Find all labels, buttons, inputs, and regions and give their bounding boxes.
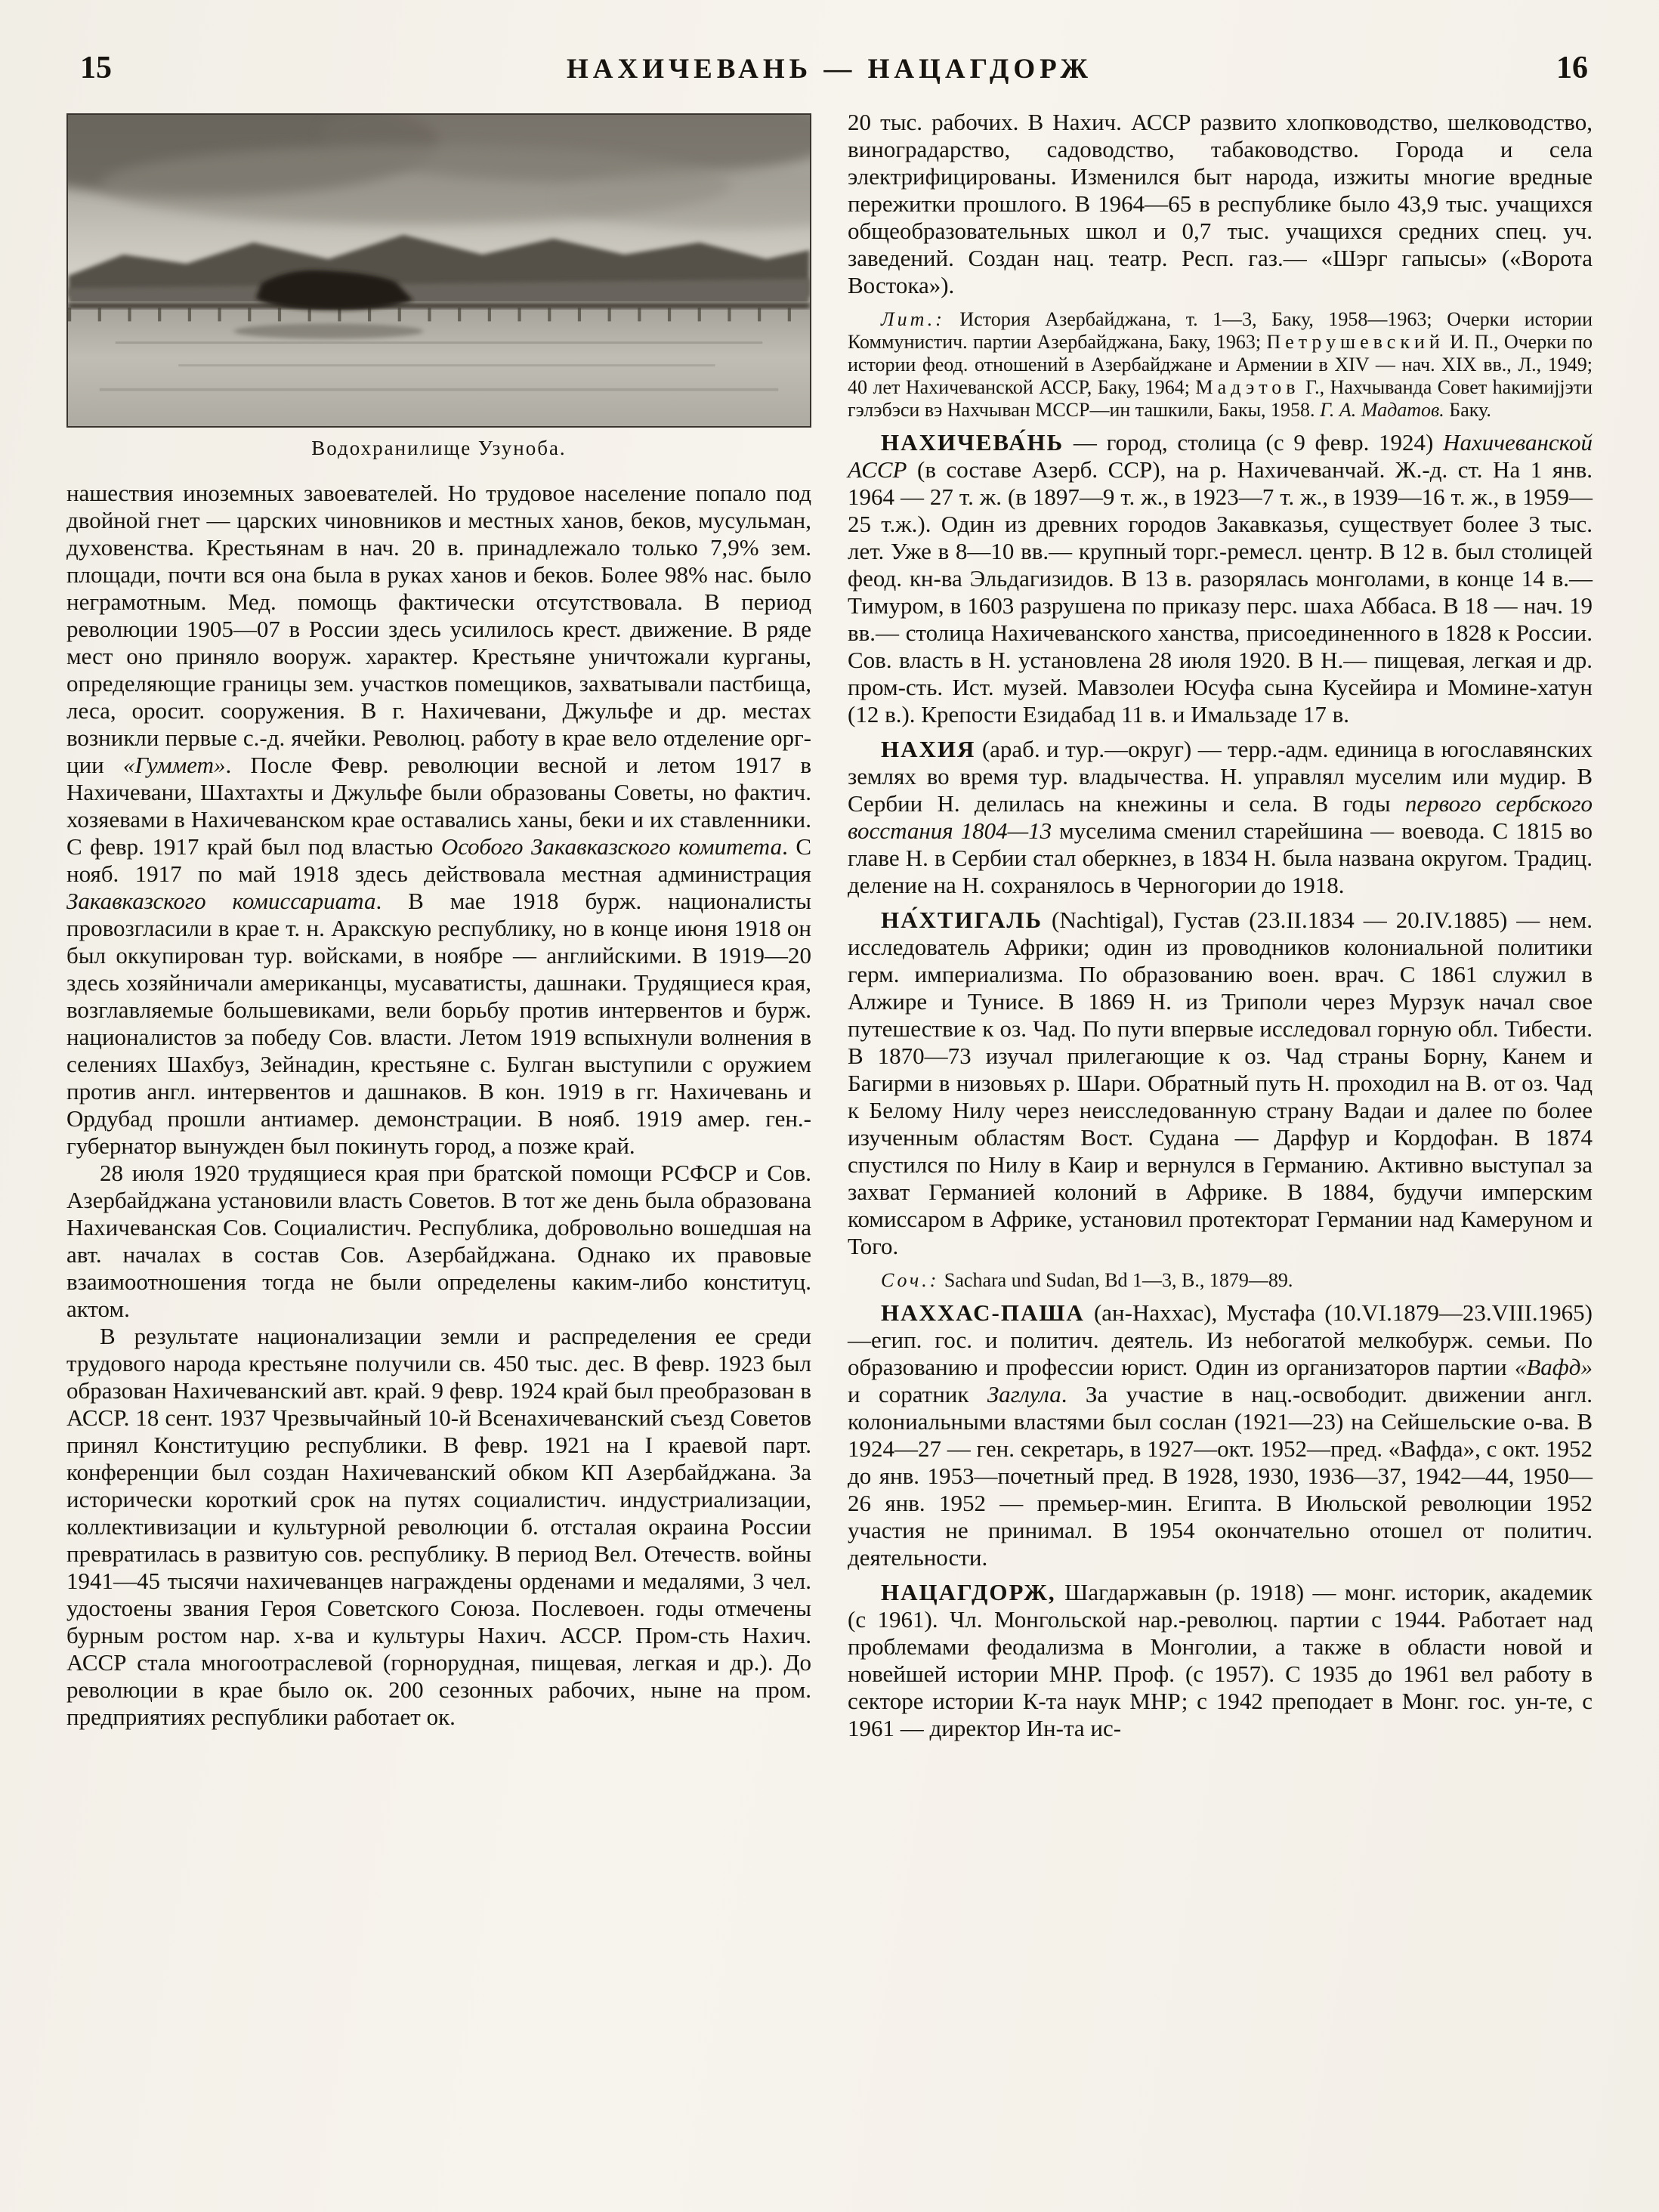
text-run: — город, столица (с 9 февр. 1924) [1064, 429, 1444, 456]
text-run: Нахичеванской АССР [848, 429, 1593, 483]
text-run: В результате национализации земли и распределения ее среди трудового народа крестьяне получили св. 450 тыс. дес. В февр. 1923 был образован Нахичеванский авт. край. 9 февр. 1924 край был преобразован в АССР. 18 сент. 1937 Чрезвычайный 10-й Всенахичеванский съезд Советов принял Конституцию республики. В февр. 1921 на I краевой парт. конференции был создан Нахичеванский обком КП Азербайджана. За исторически короткий срок на путях социалистич. индустриализации, коллективизации и культурной революции б. отсталая окраина России превратилась в развитую сов. республику. В период Вел. Отечеств. войны 1941—45 тысячи нахичеванцев награждены орденами и медалями, 3 чел. удостоены звания Героя Советского Союза. Послевоен. годы отмечены бурным ростом нар. х-ва и культуры Нахич. АССР. Пром-сть Нахич. АССР стала многоотраслевой (горнорудная, пищевая, легкая и др.). До революции в крае было ок. 200 сезонных рабочих, ныне на пром. предприятиях республики работает ок. [66, 1323, 811, 1730]
text-run: И. П., Очерки по истории феод. отношений в Азербайджане и Армении в XIV — нач. XIX вв., Л., 1949; 40 лет Нахичеванской АССР, Баку, 1964; [848, 331, 1593, 398]
text-run: Sachara und Sudan, Bd 1—3, B., 1879—89. [939, 1269, 1293, 1291]
entry-headword: НАЦАГДОРЖ, [881, 1579, 1056, 1605]
right-column-text [848, 109, 1593, 1742]
running-head [66, 42, 1593, 86]
text-run: (в составе Азерб. ССР), на р. Нахичеванчай. Ж.-д. ст. На 1 янв. 1964 — 27 т. ж. (в 1897—9 т. ж., в 1923—7 т. ж., в 1939—16 т. ж., в 1959—25 т.ж.). Один из древних городов Закавказья, существует более 3 тыс. лет. Уже в 8—10 вв.— крупный торг.-ремесл. центр. В 12 в. был столицей феод. кн-ва Эльдагизидов. В 13 в. разорялась монголами, в конце 14 в.— Тимуром, в 1603 разрушена по приказу перс. шаха Аббаса. В 18 — нач. 19 вв.— столица Нахичеванского ханства, присоединенного в 1828 к России. Сов. власть в Н. установлена 28 июля 1920. В Н.— пищевая, легкая и др. пром-сть. Ист. музей. Мавзолеи Юсуфа сына Кусейира и Момине-хатун (12 в.). Крепости Езидабад 11 в. и Имальзаде 17 в. [848, 456, 1593, 728]
text-run: Заглула [987, 1381, 1061, 1407]
running-title: НАХИЧЕВАНЬ — НАЦАГДОРЖ [566, 54, 1093, 85]
photo-figure [66, 113, 811, 460]
text-run: . В мае 1918 бурж. националисты провозгласили в крае т. н. Аракскую республику, но в конце июня 1918 он был оккупирован тур. войсками, в ноябре — английскими. В 1919—20 здесь хозяйничали американцы, мусаватисты, дашнаки. Трудящиеся края, возглавляемые большевиками, вели борьбу против интервентов и бурж. националистов за победу Сов. власти. Летом 1919 вспыхнули волнения в селениях Шахбуз, Зейнадин, крестьяне с. Булган выступили с оружием против англ. интервентов и дашнаков. В кон. 1919 в гг. Нахичевань и Ордубад прошли антиамер. демонстрации. В нояб. 1919 амер. ген.-губернатор вынужден был покинуть город, а позже край. [66, 888, 811, 1159]
entry-headword: НАХИЧЕВА́НЬ [881, 429, 1064, 456]
text-run: Мадэтов [1195, 376, 1300, 398]
literature-note [848, 308, 1593, 422]
text-run: Лит.: [881, 308, 945, 330]
reservoir-photo-illustration [68, 115, 810, 426]
entry-headword: НАХИЯ [881, 736, 976, 762]
photo-caption: Водохранилище Узуноба. [311, 437, 567, 459]
sources-note [848, 1269, 1593, 1292]
entry-headword: НА́ХТИГАЛЬ [881, 907, 1043, 933]
reservoir-photo [66, 113, 811, 428]
text-run: первого сербского восстания 1804—13 [848, 790, 1593, 844]
right-column [848, 109, 1593, 1742]
left-column [66, 109, 811, 1742]
entry-nacagdorzh [848, 1579, 1593, 1742]
text-run: . После Февр. революции весной и летом 1917 в Нахичевани, Шахтахты и Джульфе были образованы Советы, но фактич. хозяевами в Нахичеванском крае оставались ханы, беки и их ставленники. С февр. 1917 край был под властью [66, 752, 811, 860]
text-run: Особого Закавказского комитета [440, 833, 783, 860]
text-run: (араб. и тур.—округ) — терр.-адм. единица в югославянских землях во время тур. владычества. Н. управлял муселим или мудир. В Сербии Н. делилась на кнежины и села. В годы [848, 736, 1593, 817]
text-run: 20 тыс. рабочих. В Нахич. АССР развито хлопководство, шелководство, виноградарство, садоводство, табаководство. Города и села электрифицированы. Изменился быт народа, изжиты многие вредные пережитки прошлого. В 1964—65 в республике было 43,9 тыс. учащихся общеобразовательных школ и 0,7 тыс. учащихся средних спец. уч. заведений. Создан нац. театр. Респ. газ.— «Шэрг гапысы» («Ворота Востока»). [848, 109, 1593, 298]
text-run: Соч.: [881, 1269, 940, 1291]
entry-nahiya [848, 736, 1593, 899]
entry-nahhas-pasha [848, 1299, 1593, 1571]
entry-headword: НАХХАС-ПАША [881, 1299, 1085, 1326]
text-run: . За участие в нац.-освободит. движении англ. колониальными властями был сослан (1921—23) на Сейшельские о-ва. В 1924—27 — ген. секретарь, в 1927—окт. 1952—пред. «Вафда», с окт. 1952 до янв. 1953—почетный пред. В 1928, 1930, 1936—37, 1942—44, 1950—26 янв. 1952 — премьер-мин. Египта. В Июльской революции 1952 участия не принимал. В 1954 окончательно отошел от политич. деятельности. [848, 1381, 1593, 1571]
entry-nahichevan [848, 429, 1593, 728]
text-run: История Азербайджана, т. 1—3, Баку, 1958—1963; Очерки истории Коммунистич. партии Азербайджана, Баку, 1963; [848, 308, 1593, 353]
text-run: нашествия иноземных завоевателей. Но трудовое население попало под двойной гнет — царских чиновников и местных ханов, беков, мусульман, духовенства. Крестьянам в нач. 20 в. принадлежало только 7,9% зем. площади, почти вся она была в руках ханов и беков. Более 98% нас. было неграмотным. Мед. помощь фактически отсутствовала. В период революции 1905—07 в России здесь усилилось крест. движение. В ряде мест оно приняло вооруж. характер. Крестьяне уничтожали курганы, определяющие границы зем. участков помещиков, захватывали пастбища, леса, оросит. сооружения. В г. Нахичевани, Джульфе и др. местах возникли первые с.-д. ячейки. Революц. работу в крае вело отделение орг-ции [66, 480, 811, 778]
body-paragraph [66, 480, 811, 1160]
text-run: Баку. [1444, 399, 1491, 421]
text-run: Г. А. Мадатов. [1320, 399, 1444, 421]
text-run: 28 июля 1920 трудящиеся края при братской помощи РСФСР и Сов. Азербайджана установили власть Советов. В тот же день была образована Нахичеванская Сов. Социалистич. Республика, добровольно вошедшая на авт. началах в состав Сов. Азербайджана. Однако их правовые взаимоотношения тогда не были определены каким-либо конституц. актом. [66, 1160, 811, 1322]
body-paragraph [66, 1160, 811, 1323]
text-run: муселима сменил старейшина — воевода. С 1815 во главе Н. в Сербии стал оберкнез, в 1834 Н. была названа округом. Традиц. деление на Н. сохранялось в Черногории до 1918. [848, 817, 1593, 898]
text-run: Петрушевский [1266, 331, 1444, 353]
left-column-text [66, 480, 811, 1731]
text-run: (Nachtigal), Густав (23.II.1834 — 20.IV.1885) — нем. исследователь Африки; один из проводников колониальной политики герм. империализма. По образованию воен. врач. С 1861 служил в Алжире и Тунисе. В 1869 Н. из Триполи через Мурзук начал свое путешествие к оз. Чад. По пути впервые исследовал горную обл. Тибести. В 1870—73 изучал прилегающие к оз. Чад страны Борну, Канем и Багирми в низовьях р. Шари. Обратный путь Н. проходил на В. от оз. Чад к Белому Нилу через неисследованную страну Вадаи и далее по более изученным областям Вост. Судана — Дарфур и Кордофан. В 1874 спустился по Нилу в Каир и вернулся в Германию. Активно выступал за захват Германией колоний в Африке. В 1884, будучи имперским комиссаром в Африке, установил протекторат Германии над Камеруном и Того. [848, 907, 1593, 1259]
text-run: и соратник [848, 1381, 987, 1407]
text-run: Г., Нахчыванда Совет һакимијјэти гэлэбэси вэ Нахчыван МССР—ин ташкили, Бакы, 1958. [848, 376, 1593, 421]
text-run: . С нояб. 1917 по май 1918 здесь действовала местная администрация [66, 833, 811, 887]
text-run: Шагдаржавын (р. 1918) — монг. историк, академик (с 1961). Чл. Монгольской нар.-революц. партии с 1944. Работает над проблемами феодализма в Монголии, а также в области новой и новейшей истории МНР. Проф. (с 1957). С 1935 до 1961 вел работу в секторе истории К-та наук МНР; с 1942 преподает в Монг. гос. ун-те, с 1961 — директор Ин-та ис- [848, 1579, 1593, 1741]
text-run: (ан-Наххас), Мустафа (10.VI.1879—23.VIII.1965)—егип. гос. и политич. деятель. Из небогатой мелкобурж. семьи. По образованию и профессии юрист. Один из организаторов партии [848, 1299, 1593, 1380]
text-run: «Гуммет» [122, 752, 226, 778]
two-column-layout [66, 109, 1593, 1742]
text-run: «Вафд» [1514, 1354, 1593, 1380]
body-paragraph [66, 1323, 811, 1731]
entry-nahtigal [848, 907, 1593, 1260]
page-number-left: 15 [80, 51, 112, 85]
text-run: Закавказского комиссариата [66, 888, 376, 914]
body-paragraph [848, 109, 1593, 299]
page-number-right: 16 [1556, 51, 1588, 85]
